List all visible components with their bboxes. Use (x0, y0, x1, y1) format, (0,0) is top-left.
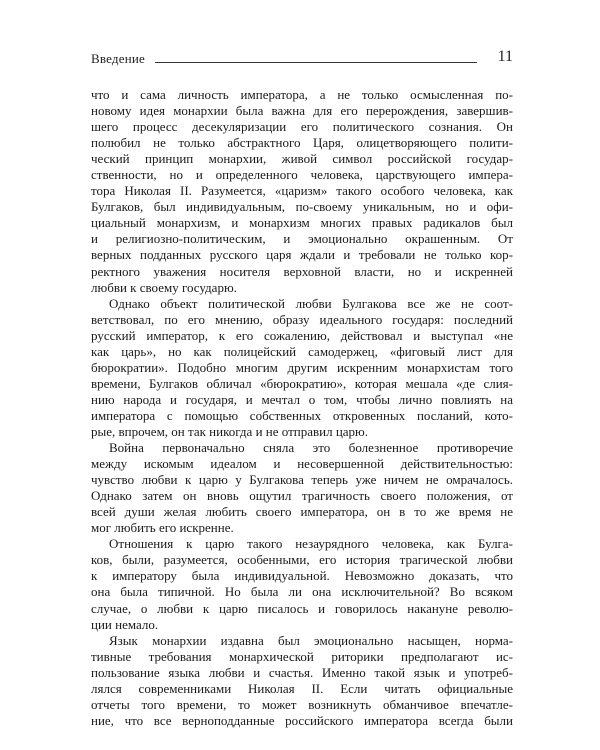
text-line: рые, впрочем, он так никогда и не отправил царю. (91, 423, 369, 439)
text-line: ректного уважения носителя верховной власти, но и искренней (91, 263, 513, 279)
text-line: ческий принцип монархии, живой символ российской государ- (91, 151, 513, 167)
body-text (91, 87, 513, 729)
text-line: Однако объект политической любви Булгакова все же не соот- (109, 295, 513, 311)
text-line: она была типичной. Но была ли она исключительной? Во всяком (91, 584, 513, 600)
text-line: верных подданных русского царя ждали и требовали не только кор- (91, 247, 513, 263)
text-line: пользование языка любви и счастья. Именно такой язык и употреб- (91, 664, 513, 680)
text-line: что и сама личность императора, а не только осмысленная по- (91, 87, 513, 102)
text-line: и религиозно-политическим, и эмоционально окрашенным. От (91, 231, 513, 247)
text-line: ственности, но и определенного человека, царствующего импера- (91, 167, 513, 183)
header-rule (155, 62, 477, 63)
text-line: ков, были, разумеется, особенными, его история трагической любви (91, 552, 513, 568)
paragraph (91, 633, 513, 729)
text-line: случае, о любви к царю писалось и говорилось накануне револю- (91, 600, 513, 616)
text-line: отчеты того времени, то может возникнуть обманчивое впечатле- (91, 696, 513, 712)
paragraph (91, 536, 513, 632)
section-title: Введение (91, 51, 145, 66)
paragraph (91, 296, 513, 440)
text-line: тивные требования монархической риторики предполагают ис- (91, 648, 513, 664)
paragraph (91, 440, 513, 536)
text-line: бюрократии». Подобно многим другим искренним монархистам того (91, 359, 513, 375)
text-line: императора с помощью собственных откровенных посланий, кото- (91, 407, 513, 423)
running-head (91, 48, 513, 70)
text-line: Отношения к царю такого незаурядного человека, как Булга- (109, 536, 513, 552)
text-line: шего процесс десекуляризации его политического сознания. Он (91, 119, 513, 135)
text-line: нию народа и государя, и мечтал о том, чтобы лично повлиять на (91, 391, 513, 407)
text-line: чувство любви к царю у Булгакова теперь уже ничем не омрачалось. (91, 472, 513, 488)
text-line: Булгаков, был индивидуальным, по-своему уникальным, но и офи- (91, 199, 513, 215)
paragraph (91, 87, 513, 296)
text-line: между искомым идеалом и несовершенной действительностью: (91, 456, 513, 472)
text-line: ние, что все верноподданные российского императора всегда были (91, 712, 513, 728)
text-line: Однако затем он вновь ощутил трагичность своего положения, от (91, 488, 513, 504)
text-line: как царь», но как полицейский самодержец, «фиговый лист для (91, 343, 513, 359)
text-line: мог любить его искренне. (91, 520, 234, 536)
page-number: 11 (497, 48, 513, 65)
text-line: Язык монархии издавна был эмоционально насыщен, норма- (109, 632, 513, 648)
text-line: Война первоначально сняла это болезненное противоречие (109, 440, 513, 456)
text-line: к императору была индивидуальной. Невозможно доказать, что (91, 568, 513, 584)
text-line: всей души желая любить своего императора, он в то же время не (91, 504, 513, 520)
text-line: времени, Булгаков обличал «бюрократию», которая мешала «де слия- (91, 375, 513, 391)
text-line: полюбил не только абстрактного Царя, олицетворяющего полити- (91, 135, 513, 151)
text-line: ветствовал, по его мнению, образу идеального государя: последний (91, 311, 513, 327)
text-line: русский император, к его сожалению, действовал и выступал «не (91, 327, 513, 343)
text-line: тора Николая II. Разумеется, «царизм» такого особого человека, как (91, 183, 513, 199)
text-line: любви к своему государю. (91, 279, 237, 295)
text-line: ции немало. (91, 616, 159, 632)
text-line: новому идея монархии была важна для его перерождения, завершив- (91, 103, 513, 119)
text-line: циальный монархизм, и монархизм многих правых радикалов был (91, 215, 513, 231)
text-line: лялся современниками Николая II. Если читать официальные (91, 680, 513, 696)
